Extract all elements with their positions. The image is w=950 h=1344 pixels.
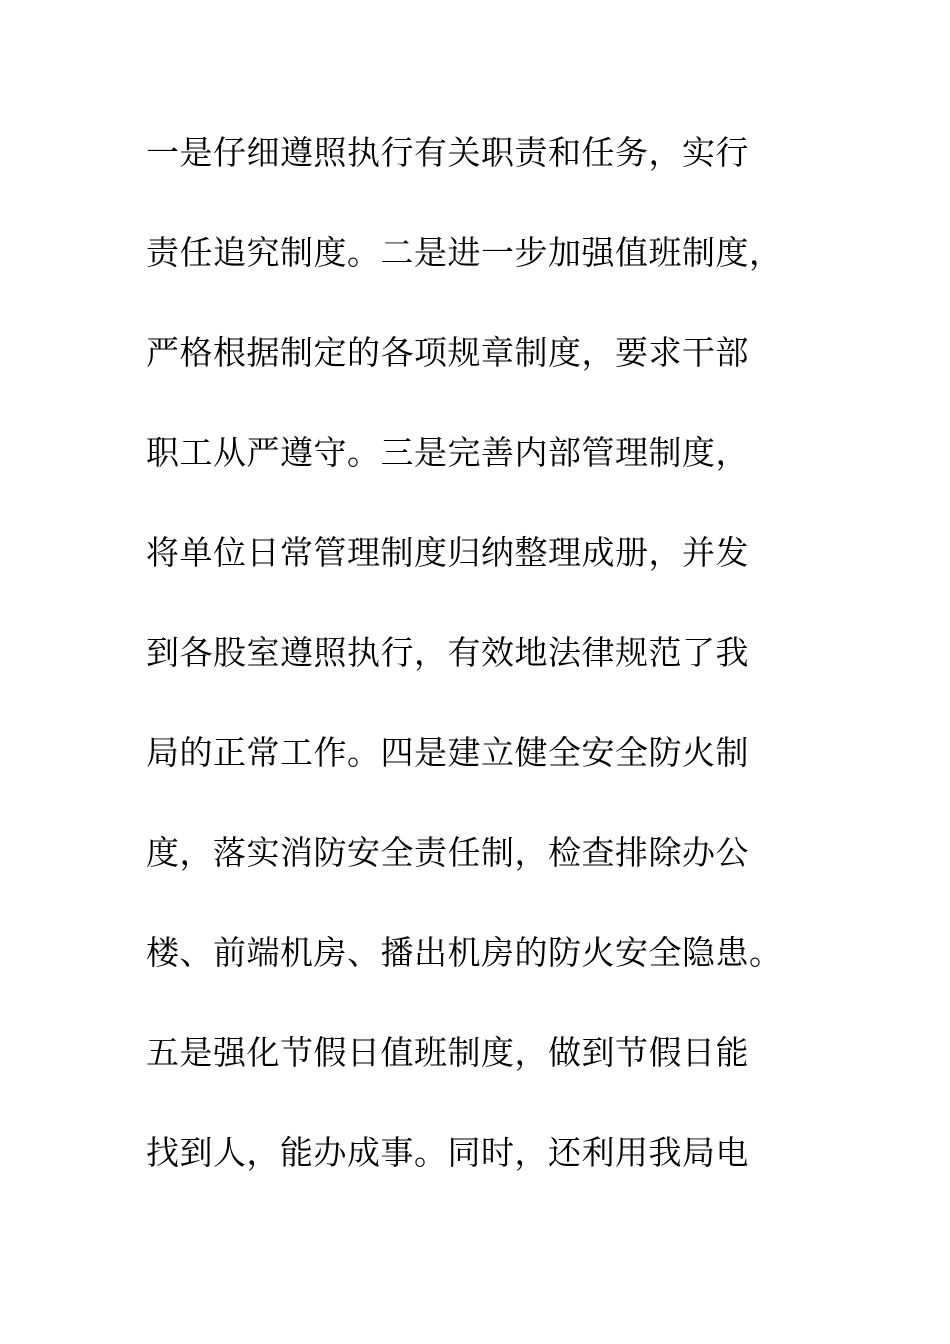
text-line: 严格根据制定的各项规章制度，要求干部 [146, 333, 749, 372]
text-line: 将单位日常管理制度归纳整理成册，并发 [146, 533, 749, 572]
text-line: 职工从严遵守。三是完善内部管理制度， [146, 433, 749, 472]
text-line: 一是仔细遵照执行有关职责和任务，实行 [146, 133, 749, 172]
text-line: 五是强化节假日值班制度，做到节假日能 [146, 1033, 749, 1072]
body-text [146, 128, 826, 1228]
text-line: 局的正常工作。四是建立健全安全防火制 [146, 733, 749, 772]
text-line: 责任追究制度。二是进一步加强值班制度， [146, 233, 783, 272]
text-line: 度，落实消防安全责任制，检查排除办公 [146, 833, 749, 872]
text-line: 楼、前端机房、播出机房的防火安全隐患。 [146, 933, 783, 972]
text-line: 到各股室遵照执行，有效地法律规范了我 [146, 633, 749, 672]
text-line: 找到人，能办成事。同时，还利用我局电 [146, 1133, 749, 1172]
